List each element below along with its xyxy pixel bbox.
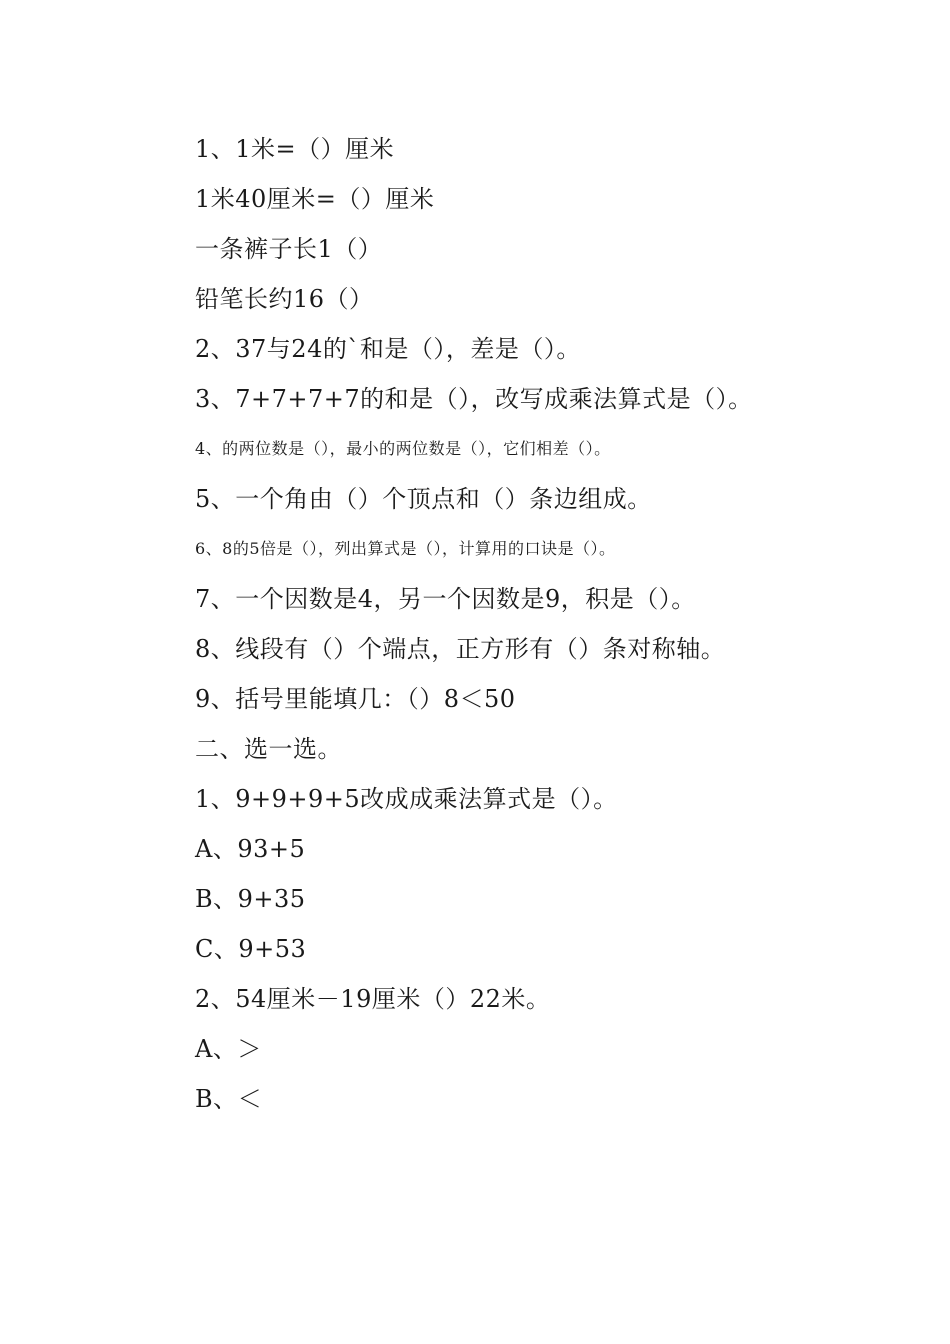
- question-6: 6、8的5倍是（），列出算式是（），计算用的口诀是（）。: [195, 539, 616, 558]
- question-5: 5、一个角由（）个顶点和（）条边组成。: [195, 485, 652, 513]
- document-body: [145, 124, 810, 1124]
- question-4: 4、的两位数是（），最小的两位数是（），它们相差（）。: [195, 439, 611, 458]
- question-8: 8、线段有（）个端点，正方形有（）条对称轴。: [195, 635, 726, 663]
- question-2: 2、37与24的`和是（），差是（）。: [195, 335, 581, 363]
- question-7: 7、一个因数是4，另一个因数是9，积是（）。: [195, 585, 696, 613]
- choice-question-1: 1、9+9+9+5改成成乘法算式是（）。: [195, 785, 618, 813]
- choice-2-option-b: B、＜: [195, 1085, 263, 1113]
- question-9: 9、括号里能填几：（）8＜50: [195, 685, 516, 713]
- question-3: 3、7+7+7+7的和是（），改写成乘法算式是（）。: [195, 385, 753, 413]
- question-1-line-2: 1米40厘米=（）厘米: [195, 185, 435, 213]
- choice-2-option-a: A、＞: [195, 1035, 262, 1063]
- choice-1-option-a: A、93+5: [195, 835, 306, 863]
- choice-1-option-c: C、9+53: [195, 935, 307, 963]
- question-1-line-4: 铅笔长约16（）: [195, 285, 374, 313]
- choice-question-2: 2、54厘米－19厘米（）22米。: [195, 985, 551, 1013]
- section-heading: 二、选一选。: [195, 735, 342, 763]
- question-1-line-1: 1、1米=（）厘米: [195, 135, 395, 163]
- choice-1-option-b: B、9+35: [195, 885, 306, 913]
- question-1-line-3: 一条裤子长1（）: [195, 235, 383, 263]
